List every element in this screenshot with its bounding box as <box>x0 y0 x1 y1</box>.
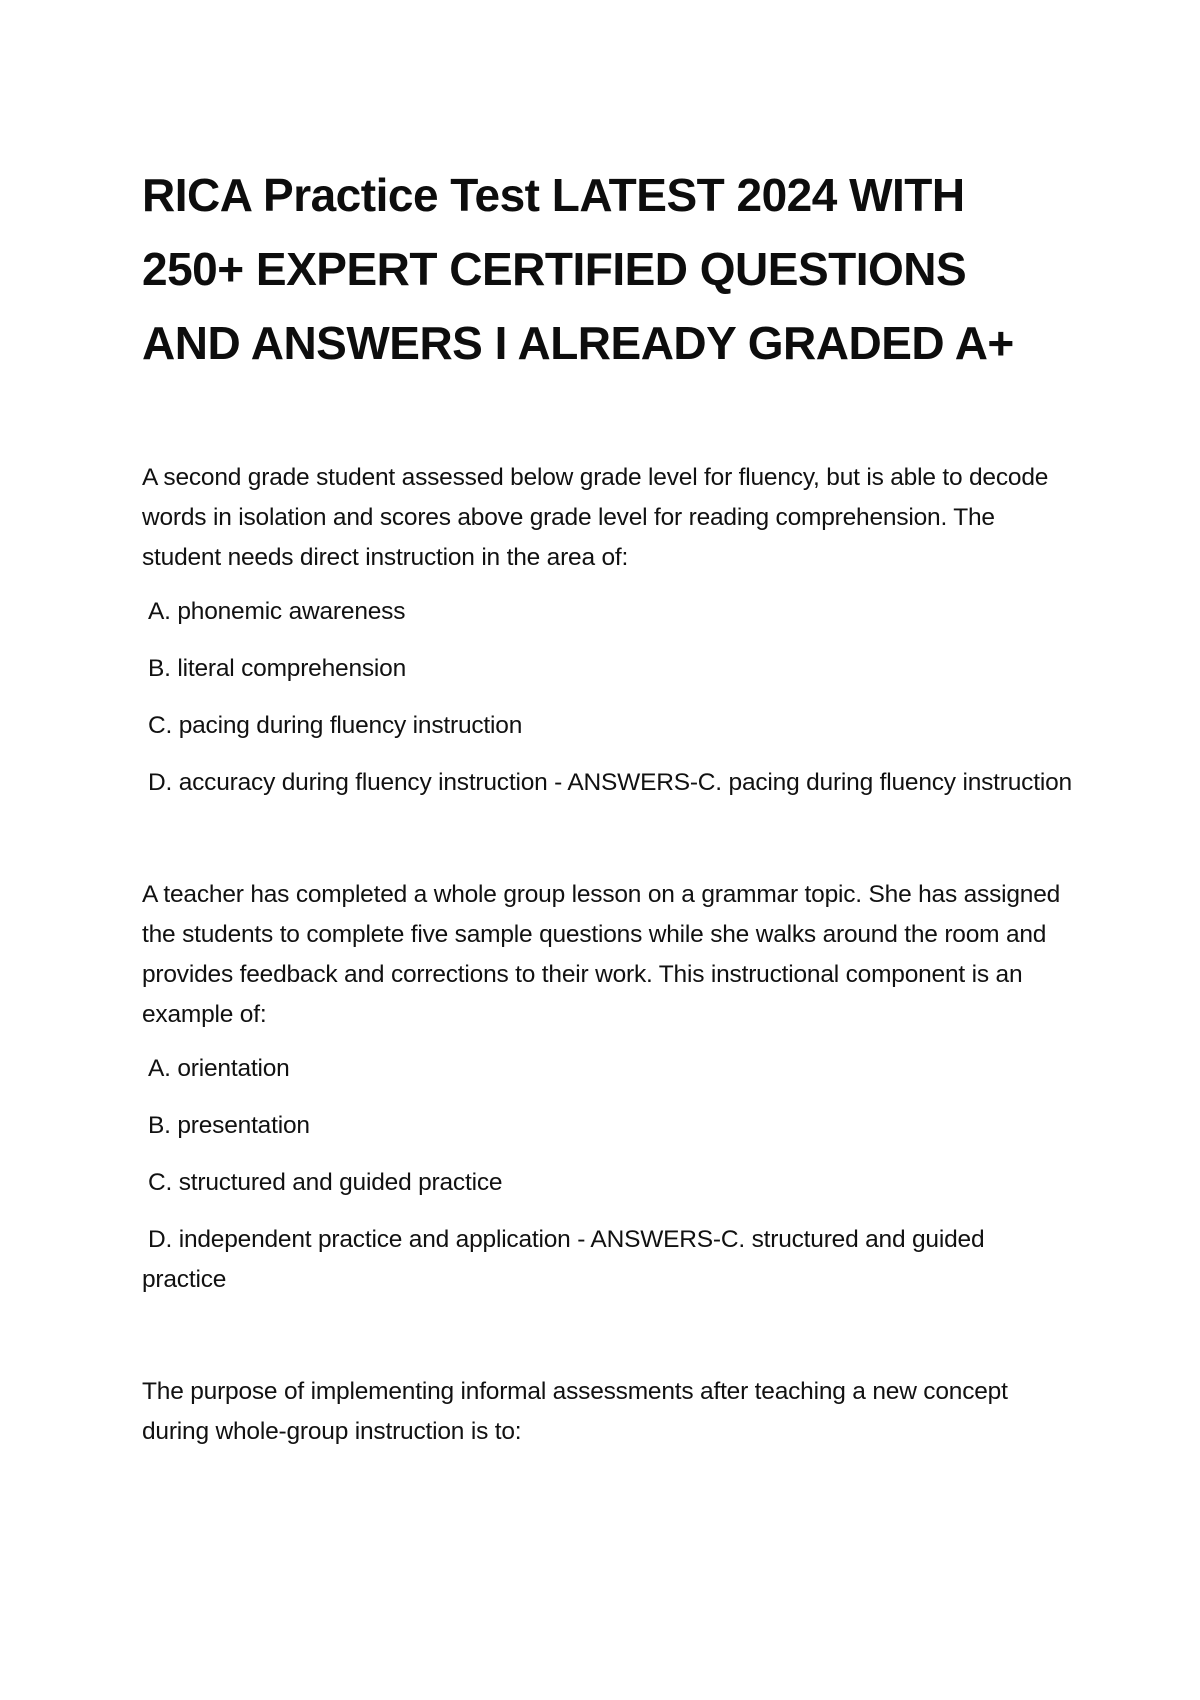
answer-options <box>142 1049 1072 1300</box>
question-2 <box>142 875 1072 1300</box>
question-1 <box>142 458 1072 803</box>
answer-options <box>142 592 1072 803</box>
document-content <box>142 158 1072 1452</box>
option-b: B. literal comprehension <box>148 655 407 682</box>
option-c: C. structured and guided practice <box>148 1169 503 1196</box>
option-b: B. presentation <box>148 1112 310 1139</box>
option-d-with-answer: D. accuracy during fluency instruction - ANSWERS-C. pacing during fluency instruction <box>148 769 1072 796</box>
option-a: A. phonemic awareness <box>148 598 406 625</box>
question-text: The purpose of implementing informal assessments after teaching a new concept during whole-group instruction is to: <box>142 1378 1008 1445</box>
option-d-with-answer: D. independent practice and application - ANSWERS-C. structured and guided practice <box>142 1226 985 1293</box>
document-title: RICA Practice Test LATEST 2024 WITH 250+ EXPERT CERTIFIED QUESTIONS AND ANSWERS I ALREADY GRADED A+ <box>142 169 1014 369</box>
option-a: A. orientation <box>148 1055 290 1082</box>
question-text: A second grade student assessed below grade level for fluency, but is able to decode words in isolation and scores above grade level for reading comprehension. The student needs direct instruction in the area of: <box>142 464 1049 571</box>
question-text: A teacher has completed a whole group lesson on a grammar topic. She has assigned the students to complete five sample questions while she walks around the room and provides feedback and corrections to their work. This instructional component is an example of: <box>142 881 1061 1028</box>
question-3 <box>142 1372 1072 1452</box>
option-c: C. pacing during fluency instruction <box>148 712 523 739</box>
